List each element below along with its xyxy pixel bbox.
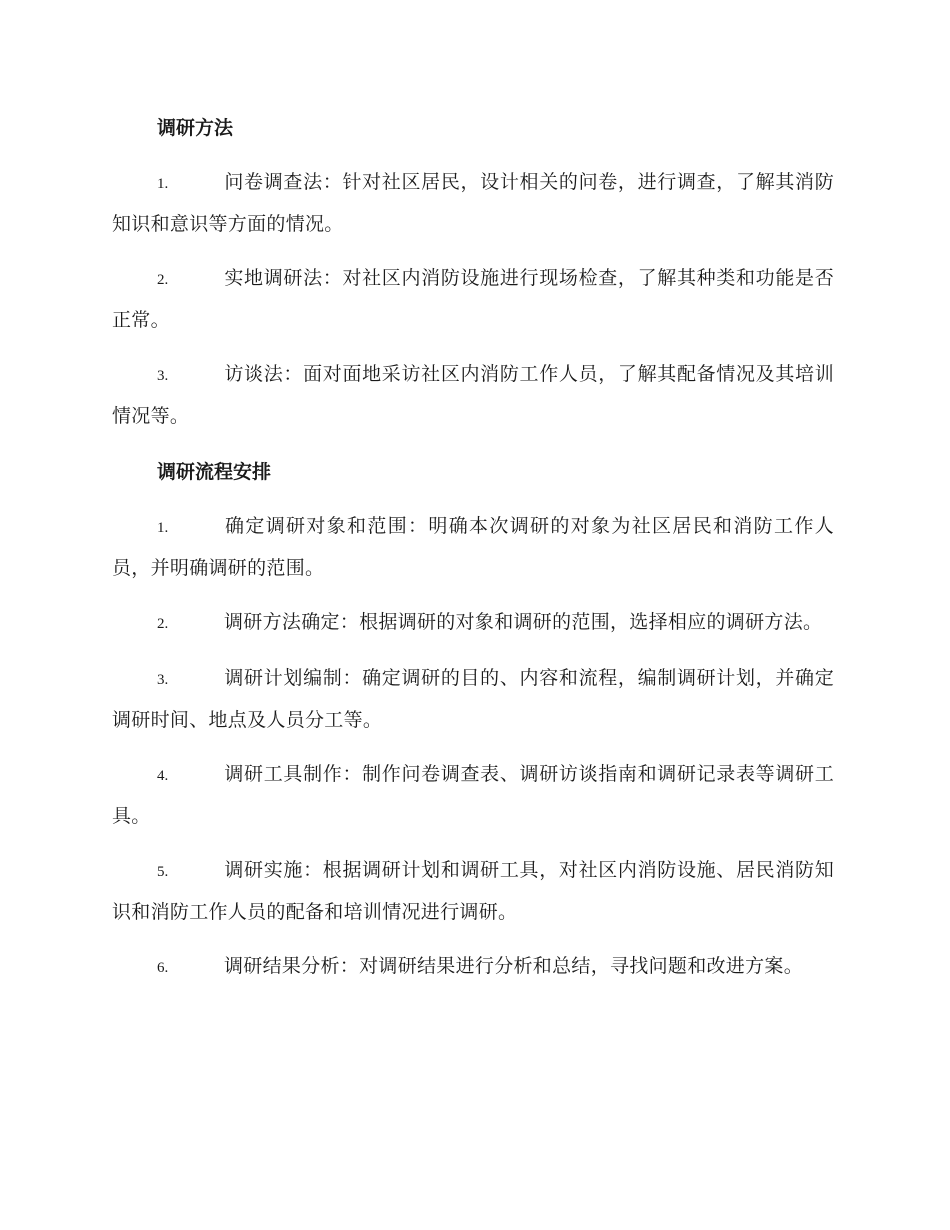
list-item-text: 调研工具制作：制作问卷调查表、调研访谈指南和调研记录表等调研工具。 xyxy=(112,763,834,827)
list-item-text: 调研结果分析：对调研结果进行分析和总结，寻找问题和改进方案。 xyxy=(224,955,804,977)
list-item xyxy=(112,850,834,932)
list-item xyxy=(112,754,834,836)
document-page xyxy=(112,108,834,988)
list-item-text: 访谈法：面对面地采访社区内消防工作人员，了解其配备情况及其培训情况等。 xyxy=(112,363,834,427)
list-item xyxy=(112,162,834,244)
list-item-text: 调研计划编制：确定调研的目的、内容和流程，编制调研计划，并确定调研时间、地点及人员分工等。 xyxy=(112,667,834,731)
list-item-number: 5. xyxy=(157,864,169,880)
list-item-text: 调研实施：根据调研计划和调研工具，对社区内消防设施、居民消防知识和消防工作人员的配备和培训情况进行调研。 xyxy=(112,859,834,923)
list-item-number: 3. xyxy=(157,672,169,688)
section-heading-methods: 调研方法 xyxy=(157,117,234,139)
list-item-text: 实地调研法：对社区内消防设施进行现场检查，了解其种类和功能是否正常。 xyxy=(112,267,834,331)
list-item-text: 调研方法确定：根据调研的对象和调研的范围，选择相应的调研方法。 xyxy=(224,611,823,633)
list-item xyxy=(112,506,834,588)
list-item xyxy=(112,354,834,436)
list-item xyxy=(112,946,834,988)
list-item-number: 2. xyxy=(157,272,169,288)
list-item-number: 1. xyxy=(157,520,169,536)
list-item-text: 确定调研对象和范围：明确本次调研的对象为社区居民和消防工作人员，并明确调研的范围。 xyxy=(112,515,834,579)
list-item xyxy=(112,258,834,340)
list-item-text: 问卷调查法：针对社区居民，设计相关的问卷，进行调查，了解其消防知识和意识等方面的情况。 xyxy=(112,171,834,235)
list-item-number: 4. xyxy=(157,768,169,784)
section-heading-process: 调研流程安排 xyxy=(157,461,272,483)
list-item-number: 6. xyxy=(157,960,169,976)
list-item xyxy=(112,658,834,740)
list-item-number: 2. xyxy=(157,616,169,632)
list-item-number: 1. xyxy=(157,176,169,192)
list-item xyxy=(112,602,834,644)
list-item-number: 3. xyxy=(157,368,169,384)
